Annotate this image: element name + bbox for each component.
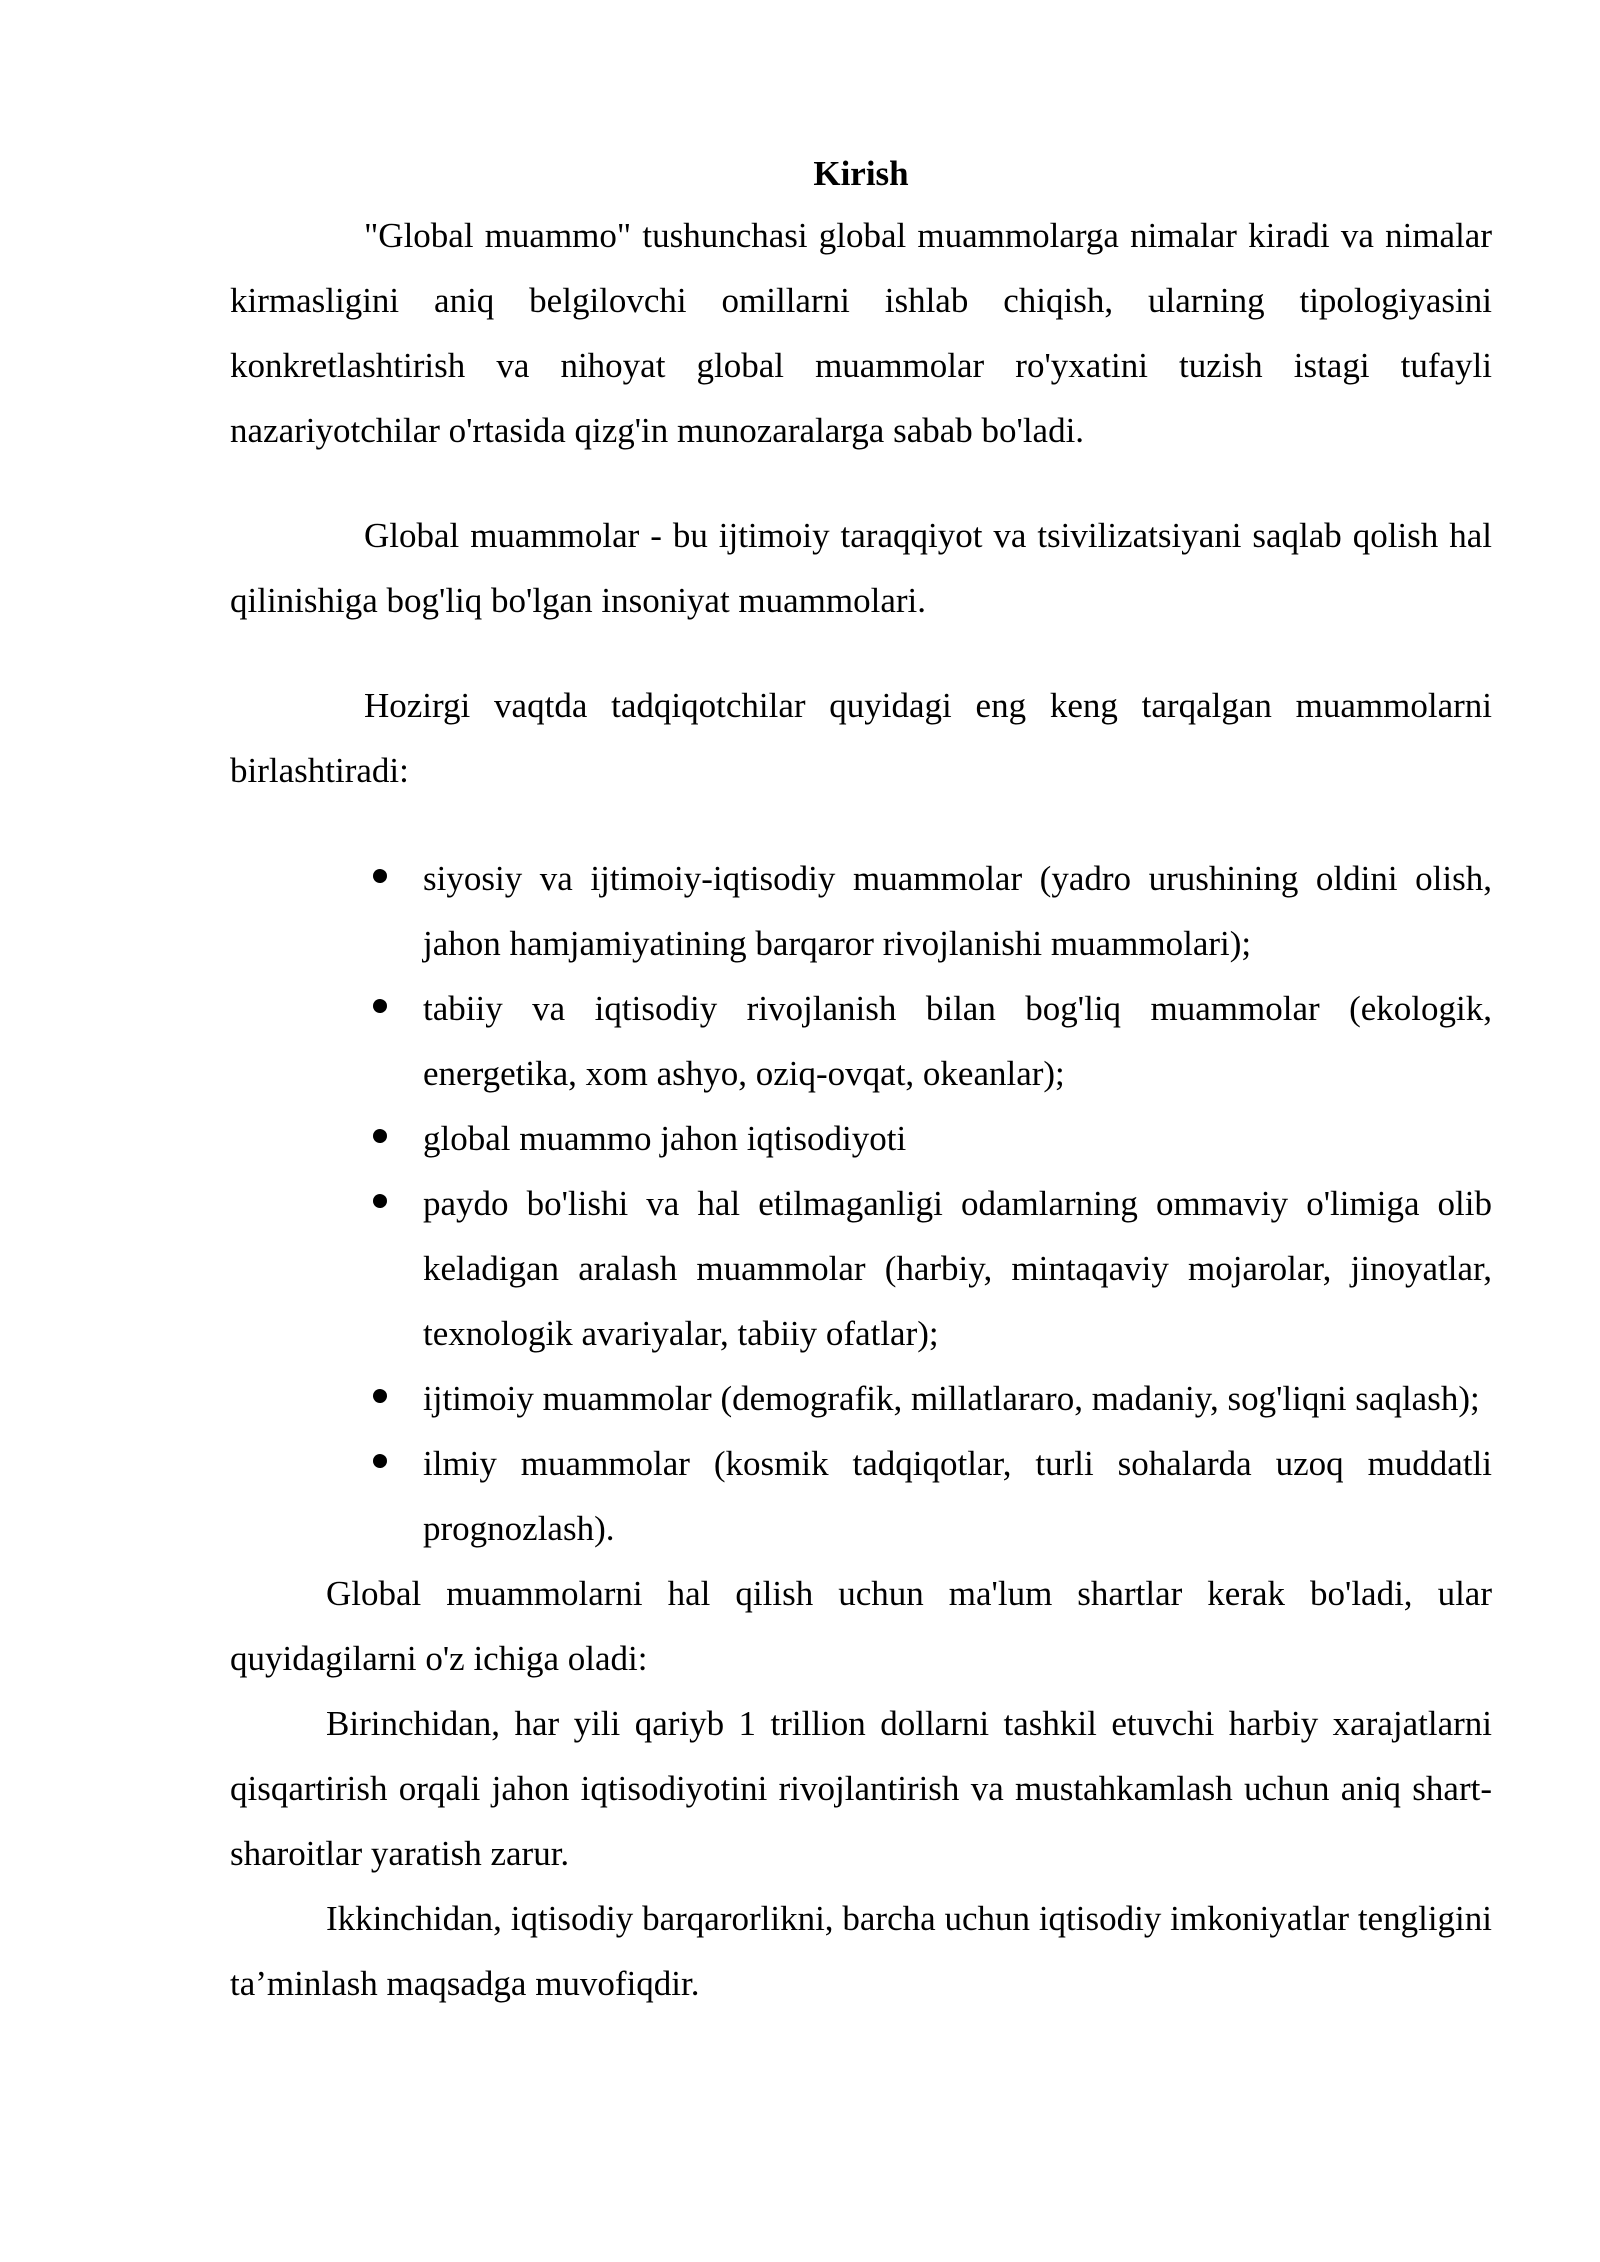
paragraph-conditions-intro: Global muammolarni hal qilish uchun ma'lum shartlar kerak bo'ladi, ular quyidagilarni o'z ichiga oladi: bbox=[230, 1574, 1492, 1678]
list-item bbox=[423, 1431, 1492, 1561]
paragraph-global-problems-definition: Global muammolar - bu ijtimoiy taraqqiyot va tsivilizatsiyani saqlab qolish hal qilinishiga bog'liq bo'lgan insoniyat muammolari. bbox=[230, 516, 1492, 620]
list-item bbox=[423, 846, 1492, 976]
list-item bbox=[423, 1106, 1492, 1171]
bullet-icon bbox=[373, 999, 387, 1013]
list-item bbox=[423, 1366, 1492, 1431]
bullet-icon bbox=[373, 1129, 387, 1143]
paragraph-first-condition: Birinchidan, har yili qariyb 1 trillion dollarni tashkil etuvchi harbiy xarajatlarni qisqartirish orqali jahon iqtisodiyotini rivojlantirish va mustahkamlash uchun aniq shart-sharoitlar yaratish zarur. bbox=[230, 1704, 1492, 1873]
bullet-icon bbox=[373, 1454, 387, 1468]
bullet-icon bbox=[373, 1194, 387, 1208]
problem-types-list bbox=[230, 846, 1492, 1561]
list-item-text: siyosiy va ijtimoiy-iqtisodiy muammolar (yadro urushining oldini olish, jahon hamjamiyatining barqaror rivojlanishi muammolari); bbox=[423, 859, 1492, 963]
list-item bbox=[423, 976, 1492, 1106]
document-body bbox=[230, 145, 1492, 2016]
list-item-text: ilmiy muammolar (kosmik tadqiqotlar, turli sohalarda uzoq muddatli prognozlash). bbox=[423, 1444, 1492, 1548]
list-item-text: tabiiy va iqtisodiy rivojlanish bilan bog'liq muammolar (ekologik, energetika, xom ashyo, oziq-ovqat, okeanlar); bbox=[423, 989, 1492, 1093]
list-item-text: ijtimoiy muammolar (demografik, millatlararo, madaniy, sog'liqni saqlash); bbox=[423, 1379, 1480, 1418]
paragraph-global-problem-concept: "Global muammo" tushunchasi global muammolarga nimalar kiradi va nimalar kirmasligini aniq belgilovchi omillarni ishlab chiqish, ularning tipologiyasini konkretlashtirish va nihoyat global muammolar ro'yxatini tuzish istagi tufayli nazariyotchilar o'rtasida qizg'in munozaralarga sabab bo'ladi. bbox=[230, 216, 1492, 450]
document-title: Kirish bbox=[813, 154, 909, 193]
bullet-icon bbox=[373, 869, 387, 883]
list-item bbox=[423, 1171, 1492, 1366]
list-item-text: paydo bo'lishi va hal etilmaganligi odamlarning ommaviy o'limiga olib keladigan aralash muammolar (harbiy, mintaqaviy mojarolar, jinoyatlar, texnologik avariyalar, tabiiy ofatlar); bbox=[423, 1184, 1492, 1353]
bullet-icon bbox=[373, 1389, 387, 1403]
paragraph-second-condition: Ikkinchidan, iqtisodiy barqarorlikni, barcha uchun iqtisodiy imkoniyatlar tengligini ta’minlash maqsadga muvofiqdir. bbox=[230, 1899, 1492, 2003]
paragraph-researchers-grouping: Hozirgi vaqtda tadqiqotchilar quyidagi eng keng tarqalgan muammolarni birlashtiradi: bbox=[230, 686, 1492, 790]
list-item-text: global muammo jahon iqtisodiyoti bbox=[423, 1119, 907, 1158]
